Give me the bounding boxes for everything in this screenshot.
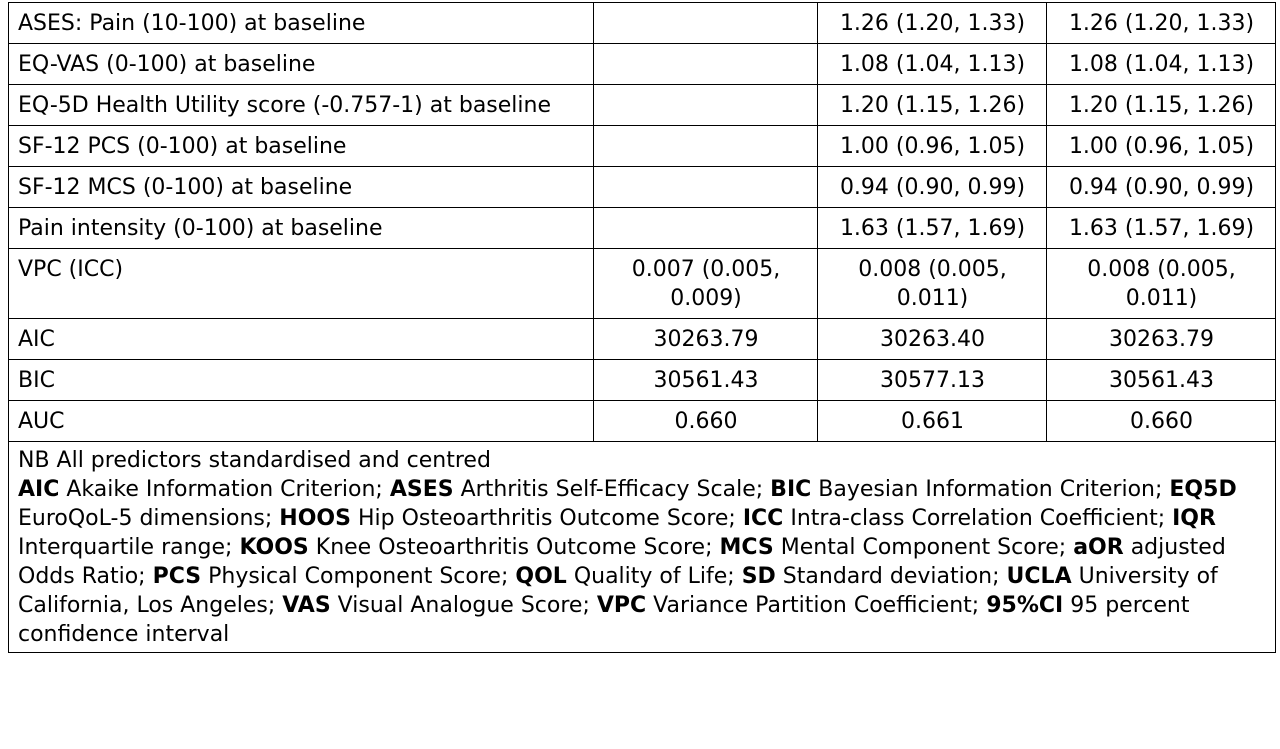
abbreviation-key: UCLA (1006, 564, 1072, 589)
abbreviation-key: MCS (719, 535, 774, 560)
row-label: ASES: Pain (10-100) at baseline (9, 3, 594, 44)
table-row (9, 401, 1276, 442)
cell-model-1 (594, 167, 818, 208)
cell-model-2: 0.661 (818, 401, 1047, 442)
cell-model-1 (594, 208, 818, 249)
abbreviation-definition: Physical Component Score; (208, 564, 509, 589)
cell-model-3: 1.26 (1.20, 1.33) (1047, 3, 1276, 44)
table-row (9, 208, 1276, 249)
row-label: Pain intensity (0-100) at baseline (9, 208, 594, 249)
abbreviation-key: 95%CI (986, 593, 1064, 618)
cell-model-2: 0.94 (0.90, 0.99) (818, 167, 1047, 208)
row-label: VPC (ICC) (9, 249, 594, 319)
row-label: BIC (9, 360, 594, 401)
abbreviation-key: VAS (282, 593, 331, 618)
cell-model-1 (594, 3, 818, 44)
table-footnote-row (9, 442, 1276, 653)
table-row (9, 85, 1276, 126)
cell-model-3: 0.660 (1047, 401, 1276, 442)
cell-model-1: 0.007 (0.005, 0.009) (594, 249, 818, 319)
cell-model-2: 30577.13 (818, 360, 1047, 401)
row-label: EQ-5D Health Utility score (-0.757-1) at baseline (9, 85, 594, 126)
cell-model-1: 30263.79 (594, 319, 818, 360)
cell-model-1 (594, 126, 818, 167)
abbreviation-definition: Variance Partition Coefficient; (653, 593, 980, 618)
cell-model-3: 0.94 (0.90, 0.99) (1047, 167, 1276, 208)
abbreviation-key: ICC (742, 506, 784, 531)
abbreviation-key: HOOS (279, 506, 351, 531)
cell-model-2: 1.08 (1.04, 1.13) (818, 44, 1047, 85)
abbreviations-list (18, 477, 1237, 647)
cell-model-1 (594, 85, 818, 126)
cell-model-3: 1.20 (1.15, 1.26) (1047, 85, 1276, 126)
abbreviation-key: SD (741, 564, 776, 589)
table-row (9, 44, 1276, 85)
table-row (9, 319, 1276, 360)
cell-model-3: 0.008 (0.005, 0.011) (1047, 249, 1276, 319)
cell-model-2: 1.00 (0.96, 1.05) (818, 126, 1047, 167)
abbreviation-key: IQR (1172, 506, 1216, 531)
table-row (9, 3, 1276, 44)
row-label: AUC (9, 401, 594, 442)
abbreviation-key: VPC (596, 593, 647, 618)
abbreviation-key: EQ5D (1169, 477, 1237, 502)
footnote-note: NB All predictors standardised and centred (18, 448, 491, 473)
abbreviation-key: QOL (515, 564, 567, 589)
cell-model-2: 30263.40 (818, 319, 1047, 360)
cell-model-3: 1.63 (1.57, 1.69) (1047, 208, 1276, 249)
cell-model-1 (594, 44, 818, 85)
cell-model-2: 1.63 (1.57, 1.69) (818, 208, 1047, 249)
row-label: AIC (9, 319, 594, 360)
abbreviation-definition: adjusted Odds Ratio; (18, 535, 1226, 589)
cell-model-3: 1.08 (1.04, 1.13) (1047, 44, 1276, 85)
cell-model-2: 1.26 (1.20, 1.33) (818, 3, 1047, 44)
abbreviation-key: KOOS (239, 535, 309, 560)
abbreviation-key: BIC (770, 477, 812, 502)
abbreviation-definition: Arthritis Self-Efficacy Scale; (460, 477, 764, 502)
abbreviation-key: ASES (389, 477, 454, 502)
table-row (9, 360, 1276, 401)
abbreviation-definition: Akaike Information Criterion; (66, 477, 383, 502)
abbreviation-key: PCS (152, 564, 202, 589)
table-row (9, 126, 1276, 167)
abbreviation-definition: Hip Osteoarthritis Outcome Score; (357, 506, 736, 531)
abbreviation-definition: University of California, Los Angeles; (18, 564, 1218, 618)
abbreviation-definition: EuroQoL-5 dimensions; (18, 506, 273, 531)
abbreviation-definition: Visual Analogue Score; (337, 593, 590, 618)
abbreviation-definition: Knee Osteoarthritis Outcome Score; (315, 535, 713, 560)
abbreviation-definition: Standard deviation; (782, 564, 1000, 589)
table-footnote (9, 442, 1276, 653)
results-table (8, 2, 1276, 653)
cell-model-2: 0.008 (0.005, 0.011) (818, 249, 1047, 319)
table-row (9, 167, 1276, 208)
abbreviation-definition: 95 percent confidence interval (18, 593, 1190, 647)
row-label: SF-12 MCS (0-100) at baseline (9, 167, 594, 208)
cell-model-3: 30263.79 (1047, 319, 1276, 360)
abbreviation-definition: Quality of Life; (573, 564, 735, 589)
cell-model-3: 30561.43 (1047, 360, 1276, 401)
cell-model-1: 30561.43 (594, 360, 818, 401)
results-table-container (8, 2, 1275, 653)
abbreviation-definition: Intra-class Correlation Coefficient; (790, 506, 1166, 531)
row-label: EQ-VAS (0-100) at baseline (9, 44, 594, 85)
abbreviation-definition: Mental Component Score; (780, 535, 1067, 560)
table-row (9, 249, 1276, 319)
abbreviation-definition: Bayesian Information Criterion; (818, 477, 1163, 502)
table-body (9, 3, 1276, 442)
cell-model-1: 0.660 (594, 401, 818, 442)
abbreviation-key: AIC (18, 477, 60, 502)
cell-model-3: 1.00 (0.96, 1.05) (1047, 126, 1276, 167)
cell-model-2: 1.20 (1.15, 1.26) (818, 85, 1047, 126)
abbreviation-definition: Interquartile range; (18, 535, 233, 560)
abbreviation-key: aOR (1073, 535, 1124, 560)
row-label: SF-12 PCS (0-100) at baseline (9, 126, 594, 167)
